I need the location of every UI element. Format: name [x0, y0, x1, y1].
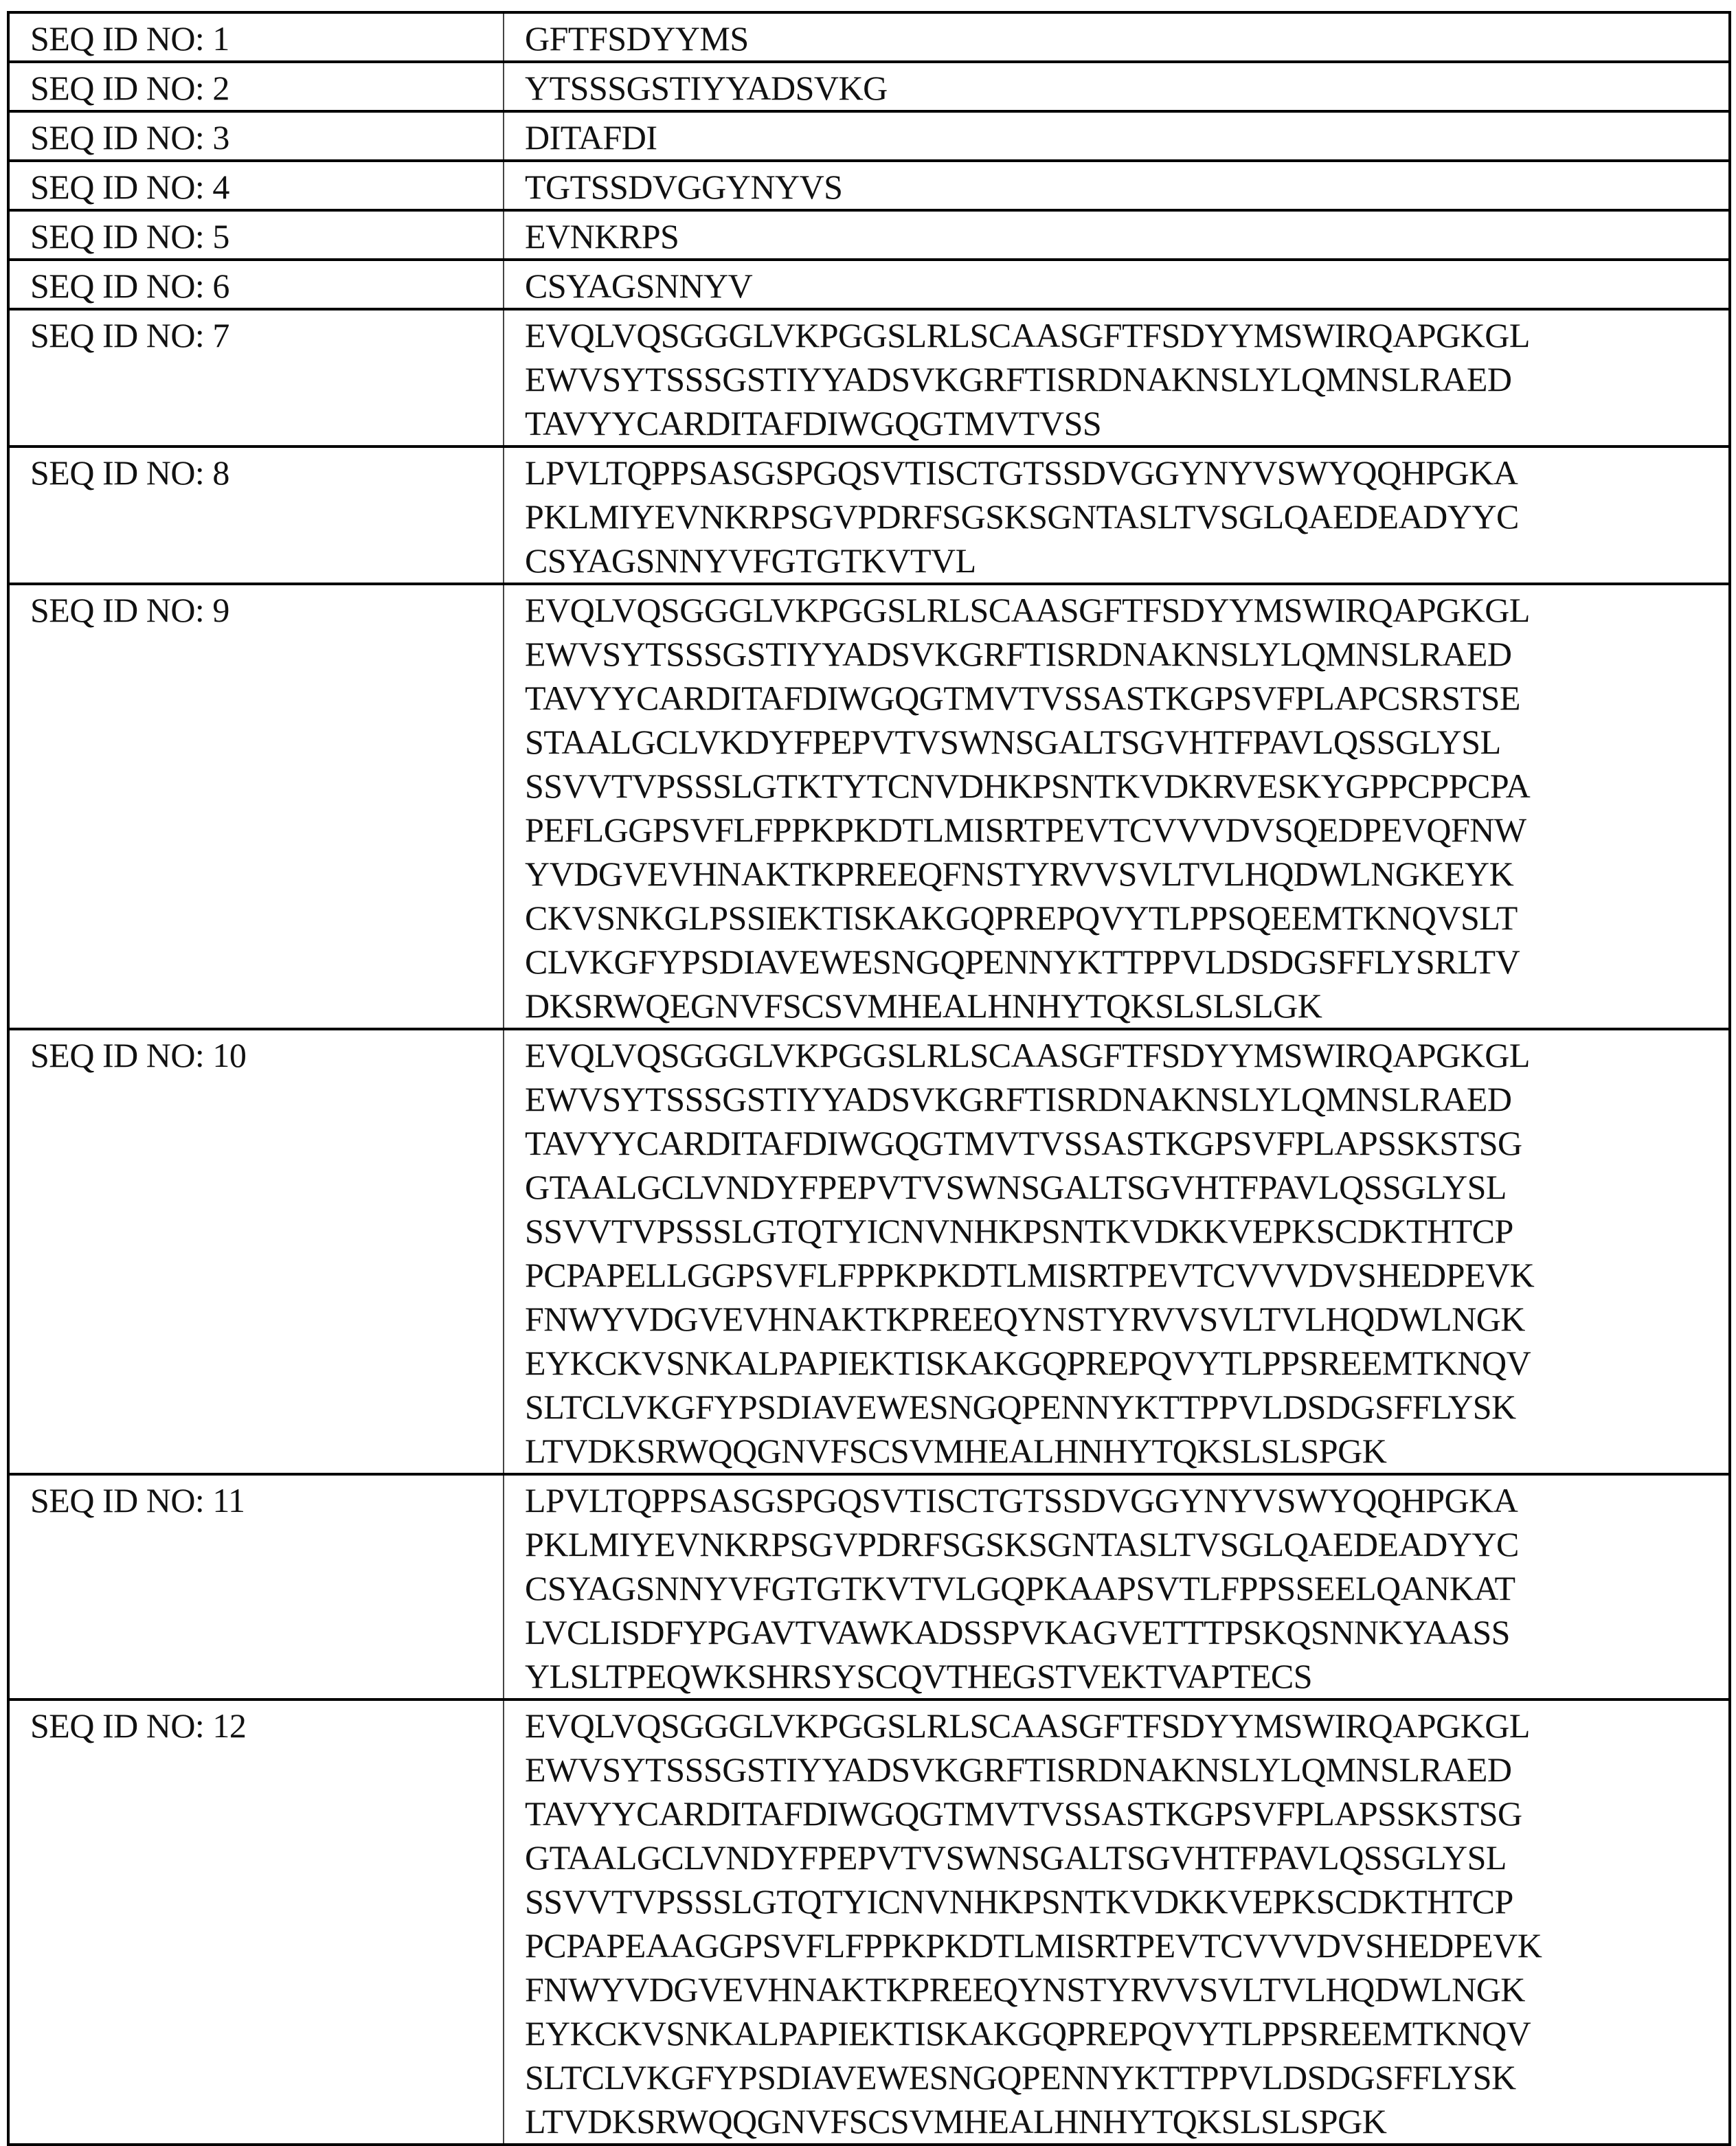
- sequence-line: TAVYYCARDITAFDIWGQGTMVTVSSASTKGPSVFPLAPSSKSTSG: [525, 1121, 1728, 1165]
- seq-id-cell: SEQ ID NO: 11: [8, 1474, 504, 1699]
- sequence-line: SLTCLVKGFYPSDIAVEWESNGQPENNYKTTPPVLDSDGSFFLYSK: [525, 1385, 1728, 1429]
- sequence-line: TAVYYCARDITAFDIWGQGTMVTVSSASTKGPSVFPLAPCSRSTSE: [525, 676, 1728, 720]
- seq-id-cell: SEQ ID NO: 6: [8, 260, 504, 309]
- table-row: [8, 111, 1730, 161]
- sequence-line: CSYAGSNNYV: [525, 264, 1728, 308]
- sequence-line: FNWYVDGVEVHNAKTKPREEQYNSTYRVVSVLTVLHQDWLNGK: [525, 1297, 1728, 1341]
- sequence-cell: [504, 210, 1730, 260]
- table-row: [8, 584, 1730, 1029]
- sequence-cell: [504, 1474, 1730, 1699]
- sequence-line: CKVSNKGLPSSIEKTISKAKGQPREPQVYTLPPSQEEMTKNQVSLT: [525, 896, 1728, 940]
- sequence-line: STAALGCLVKDYFPEPVTVSWNSGALTSGVHTFPAVLQSSGLYSL: [525, 720, 1728, 764]
- sequence-line: EWVSYTSSSGSTIYYADSVKGRFTISRDNAKNSLYLQMNSLRAED: [525, 632, 1728, 676]
- seq-id-cell: SEQ ID NO: 10: [8, 1029, 504, 1474]
- table-row: [8, 161, 1730, 210]
- sequence-line: EVQLVQSGGGLVKPGGSLRLSCAASGFTFSDYYMSWIRQAPGKGL: [525, 1704, 1728, 1748]
- sequence-line: EVQLVQSGGGLVKPGGSLRLSCAASGFTFSDYYMSWIRQAPGKGL: [525, 1033, 1728, 1077]
- sequence-line: GFTFSDYYMS: [525, 16, 1728, 60]
- sequence-line: PEFLGGPSVFLFPPKPKDTLMISRTPEVTCVVVDVSQEDPEVQFNW: [525, 808, 1728, 852]
- sequence-line: DITAFDI: [525, 115, 1728, 159]
- sequence-line: CLVKGFYPSDIAVEWESNGQPENNYKTTPPVLDSDGSFFLYSRLTV: [525, 940, 1728, 984]
- table-row: [8, 447, 1730, 584]
- sequence-line: LVCLISDFYPGAVTVAWKADSSPVKAGVETTTPSKQSNNKYAASS: [525, 1610, 1728, 1654]
- table-row: [8, 1699, 1730, 2145]
- seq-id-cell: SEQ ID NO: 8: [8, 447, 504, 584]
- seq-id-cell: SEQ ID NO: 4: [8, 161, 504, 210]
- sequence-line: EYKCKVSNKALPAPIEKTISKAKGQPREPQVYTLPPSREEMTKNQV: [525, 2011, 1728, 2055]
- sequence-line: LPVLTQPPSASGSPGQSVTISCTGTSSDVGGYNYVSWYQQHPGKA: [525, 1478, 1728, 1522]
- seq-id-cell: SEQ ID NO: 12: [8, 1699, 504, 2145]
- sequence-line: PKLMIYEVNKRPSGVPDRFSGSKSGNTASLTVSGLQAEDEADYYC: [525, 495, 1728, 539]
- sequence-cell: [504, 584, 1730, 1029]
- sequence-line: YLSLTPEQWKSHRSYSCQVTHEGSTVEKTVAPTECS: [525, 1654, 1728, 1698]
- sequence-table: [7, 11, 1731, 2146]
- sequence-line: EWVSYTSSSGSTIYYADSVKGRFTISRDNAKNSLYLQMNSLRAED: [525, 1077, 1728, 1121]
- sequence-line: EWVSYTSSSGSTIYYADSVKGRFTISRDNAKNSLYLQMNSLRAED: [525, 1748, 1728, 1792]
- sequence-line: SSVVTVPSSSLGTQTYICNVNHKPSNTKVDKKVEPKSCDKTHTCP: [525, 1879, 1728, 1923]
- sequence-line: DKSRWQEGNVFSCSVMHEALHNHYTQKSLSLSLGK: [525, 984, 1728, 1028]
- seq-id-cell: SEQ ID NO: 3: [8, 111, 504, 161]
- sequence-cell: [504, 161, 1730, 210]
- sequence-line: PKLMIYEVNKRPSGVPDRFSGSKSGNTASLTVSGLQAEDEADYYC: [525, 1522, 1728, 1566]
- table-row: [8, 210, 1730, 260]
- seq-id-cell: SEQ ID NO: 9: [8, 584, 504, 1029]
- sequence-line: TAVYYCARDITAFDIWGQGTMVTVSS: [525, 401, 1728, 445]
- table-row: [8, 260, 1730, 309]
- table-row: [8, 309, 1730, 447]
- sequence-line: EWVSYTSSSGSTIYYADSVKGRFTISRDNAKNSLYLQMNSLRAED: [525, 357, 1728, 401]
- sequence-cell: [504, 111, 1730, 161]
- table-row: [8, 1029, 1730, 1474]
- sequence-line: EVQLVQSGGGLVKPGGSLRLSCAASGFTFSDYYMSWIRQAPGKGL: [525, 313, 1728, 357]
- sequence-line: PCPAPELLGGPSVFLFPPKPKDTLMISRTPEVTCVVVDVSHEDPEVK: [525, 1253, 1728, 1297]
- sequence-line: CSYAGSNNYVFGTGTKVTVL: [525, 539, 1728, 583]
- seq-id-cell: SEQ ID NO: 5: [8, 210, 504, 260]
- table-row: [8, 1474, 1730, 1699]
- sequence-cell: [504, 1029, 1730, 1474]
- sequence-line: SSVVTVPSSSLGTKTYTCNVDHKPSNTKVDKRVESKYGPPCPPCPA: [525, 764, 1728, 808]
- sequence-line: PCPAPEAAGGPSVFLFPPKPKDTLMISRTPEVTCVVVDVSHEDPEVK: [525, 1923, 1728, 1967]
- sequence-line: YVDGVEVHNAKTKPREEQFNSTYRVVSVLTVLHQDWLNGKEYK: [525, 852, 1728, 896]
- sequence-cell: [504, 309, 1730, 447]
- sequence-cell: [504, 62, 1730, 111]
- sequence-line: YTSSSGSTIYYADSVKG: [525, 66, 1728, 110]
- sequence-line: GTAALGCLVNDYFPEPVTVSWNSGALTSGVHTFPAVLQSSGLYSL: [525, 1836, 1728, 1879]
- sequence-line: LTVDKSRWQQGNVFSCSVMHEALHNHYTQKSLSLSPGK: [525, 1429, 1728, 1473]
- sequence-line: SLTCLVKGFYPSDIAVEWESNGQPENNYKTTPPVLDSDGSFFLYSK: [525, 2055, 1728, 2099]
- table-row: [8, 62, 1730, 111]
- sequence-cell: [504, 260, 1730, 309]
- sequence-line: LPVLTQPPSASGSPGQSVTISCTGTSSDVGGYNYVSWYQQHPGKA: [525, 451, 1728, 495]
- table-row: [8, 12, 1730, 62]
- sequence-cell: [504, 447, 1730, 584]
- seq-id-cell: SEQ ID NO: 7: [8, 309, 504, 447]
- sequence-line: CSYAGSNNYVFGTGTKVTVLGQPKAAPSVTLFPPSSEELQANKAT: [525, 1566, 1728, 1610]
- sequence-line: LTVDKSRWQQGNVFSCSVMHEALHNHYTQKSLSLSPGK: [525, 2099, 1728, 2143]
- sequence-line: SSVVTVPSSSLGTQTYICNVNHKPSNTKVDKKVEPKSCDKTHTCP: [525, 1209, 1728, 1253]
- sequence-line: TAVYYCARDITAFDIWGQGTMVTVSSASTKGPSVFPLAPSSKSTSG: [525, 1792, 1728, 1836]
- sequence-cell: [504, 12, 1730, 62]
- sequence-line: GTAALGCLVNDYFPEPVTVSWNSGALTSGVHTFPAVLQSSGLYSL: [525, 1165, 1728, 1209]
- sequence-line: TGTSSDVGGYNYVS: [525, 165, 1728, 209]
- sequence-line: FNWYVDGVEVHNAKTKPREEQYNSTYRVVSVLTVLHQDWLNGK: [525, 1967, 1728, 2011]
- sequence-cell: [504, 1699, 1730, 2145]
- sequence-line: EVNKRPS: [525, 214, 1728, 258]
- sequence-line: EVQLVQSGGGLVKPGGSLRLSCAASGFTFSDYYMSWIRQAPGKGL: [525, 588, 1728, 632]
- sequence-line: EYKCKVSNKALPAPIEKTISKAKGQPREPQVYTLPPSREEMTKNQV: [525, 1341, 1728, 1385]
- seq-id-cell: SEQ ID NO: 1: [8, 12, 504, 62]
- seq-id-cell: SEQ ID NO: 2: [8, 62, 504, 111]
